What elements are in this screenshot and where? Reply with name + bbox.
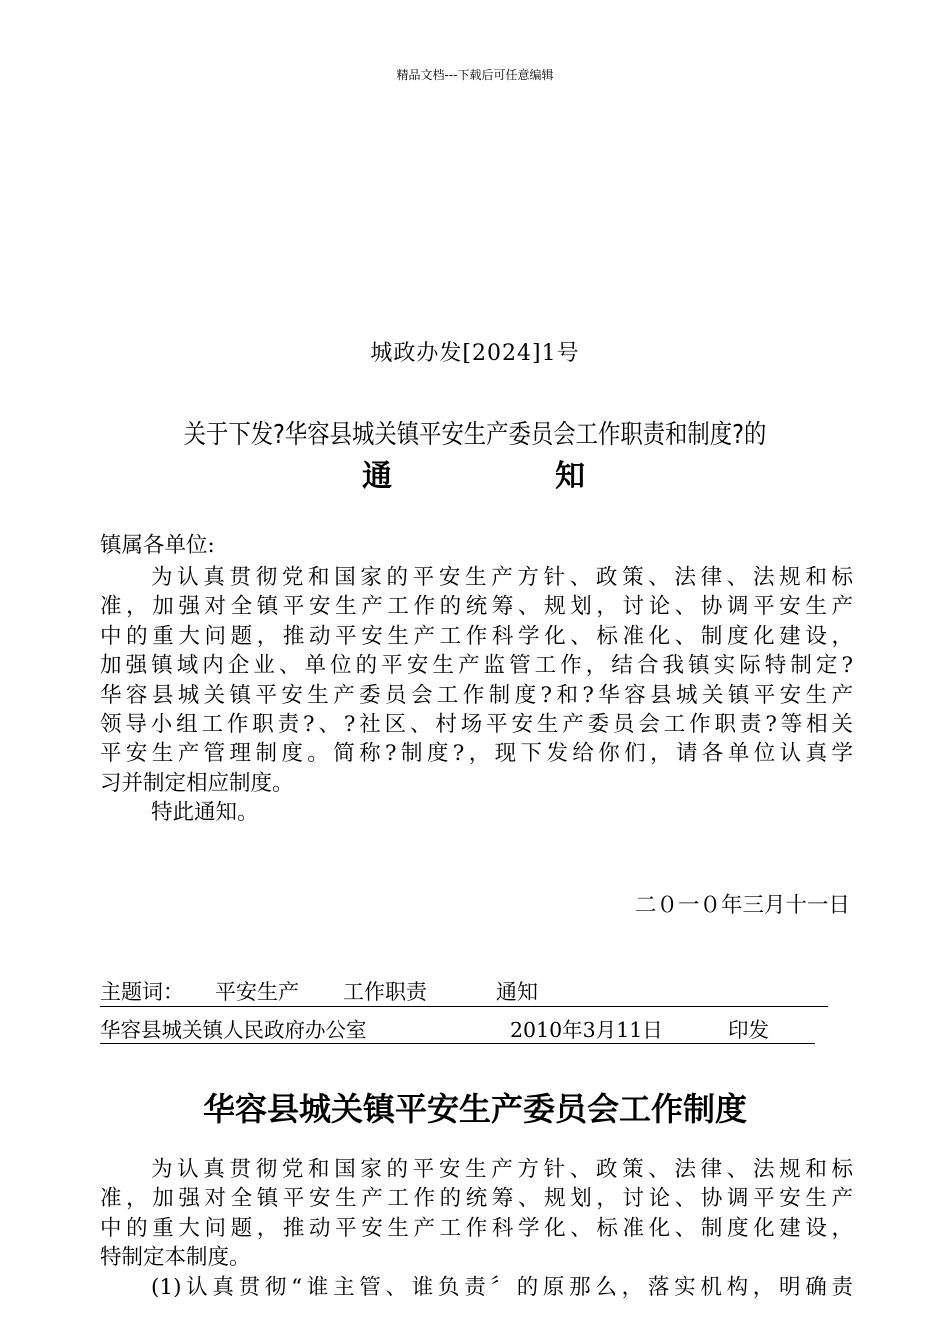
paragraph-line: 中的重大问题，推动平安生产工作科学化、标准化、制度化建设， — [100, 1215, 853, 1241]
issuer-action: 印发 — [728, 1018, 769, 1042]
paragraph-line: 习并制定相应制度。 — [100, 770, 294, 796]
section-title: 华容县城关镇平安生产委员会工作制度 — [202, 1090, 747, 1128]
issuer-date: 2010年3月11日 — [510, 1018, 663, 1042]
issuer-line — [100, 1013, 815, 1044]
paragraph-line: 华容县城关镇平安生产委员会工作制度?和?华容县城关镇平安生产 — [100, 682, 853, 708]
paragraph-line: 领导小组工作职责?、?社区、村场平安生产委员会工作职责?等相关 — [100, 711, 853, 737]
paragraph-line: 特制定本制度。 — [100, 1245, 251, 1271]
document-number: 城政办发[2024]1号 — [370, 341, 580, 366]
paragraph-line: 平安生产管理制度。简称?制度?，现下发给你们，请各单位认真学 — [100, 741, 853, 767]
header-note: 精品文档---下载后可任意编辑 — [396, 68, 554, 82]
paragraph-line: 加强镇域内企业、单位的平安生产监管工作，结合我镇实际特制定? — [100, 653, 853, 679]
keyword-item: 通知 — [496, 980, 538, 1004]
notice-word-right: 知 — [555, 459, 585, 494]
keywords-line — [100, 976, 828, 1007]
item-one-line: (1)认真贯彻“谁主管、谁负责〞的原那么，落实机构，明确责 — [151, 1274, 853, 1300]
paragraph-line: 准，加强对全镇平安生产工作的统筹、规划，讨论、协调平安生产 — [100, 1186, 853, 1212]
addressee: 镇属各单位: — [100, 533, 215, 558]
paragraph-line: 为认真贯彻党和国家的平安生产方针、政策、法律、法规和标 — [151, 565, 853, 590]
paragraph-line: 为认真贯彻党和国家的平安生产方针、政策、法律、法规和标 — [151, 1157, 853, 1182]
paragraph-line: 中的重大问题，推动平安生产工作科学化、标准化、制度化建设， — [100, 623, 853, 649]
closing-text: 特此通知。 — [151, 800, 259, 826]
issuer-office: 华容县城关镇人民政府办公室 — [100, 1018, 367, 1042]
issue-date: 二０一０年三月十一日 — [634, 893, 850, 918]
keyword-item: 平安生产 — [215, 980, 299, 1004]
paragraph-line: 准，加强对全镇平安生产工作的统筹、规划，讨论、协调平安生产 — [100, 594, 853, 620]
regulation-paragraph — [100, 1155, 853, 1302]
keywords-label: 主题词： — [100, 980, 184, 1004]
notice-title: 关于下发?华容县城关镇平安生产委员会工作职责和制度?的 — [183, 420, 767, 450]
notice-word-left: 通 — [362, 459, 392, 494]
notice-paragraph — [100, 563, 853, 828]
keyword-item: 工作职责 — [343, 980, 427, 1004]
